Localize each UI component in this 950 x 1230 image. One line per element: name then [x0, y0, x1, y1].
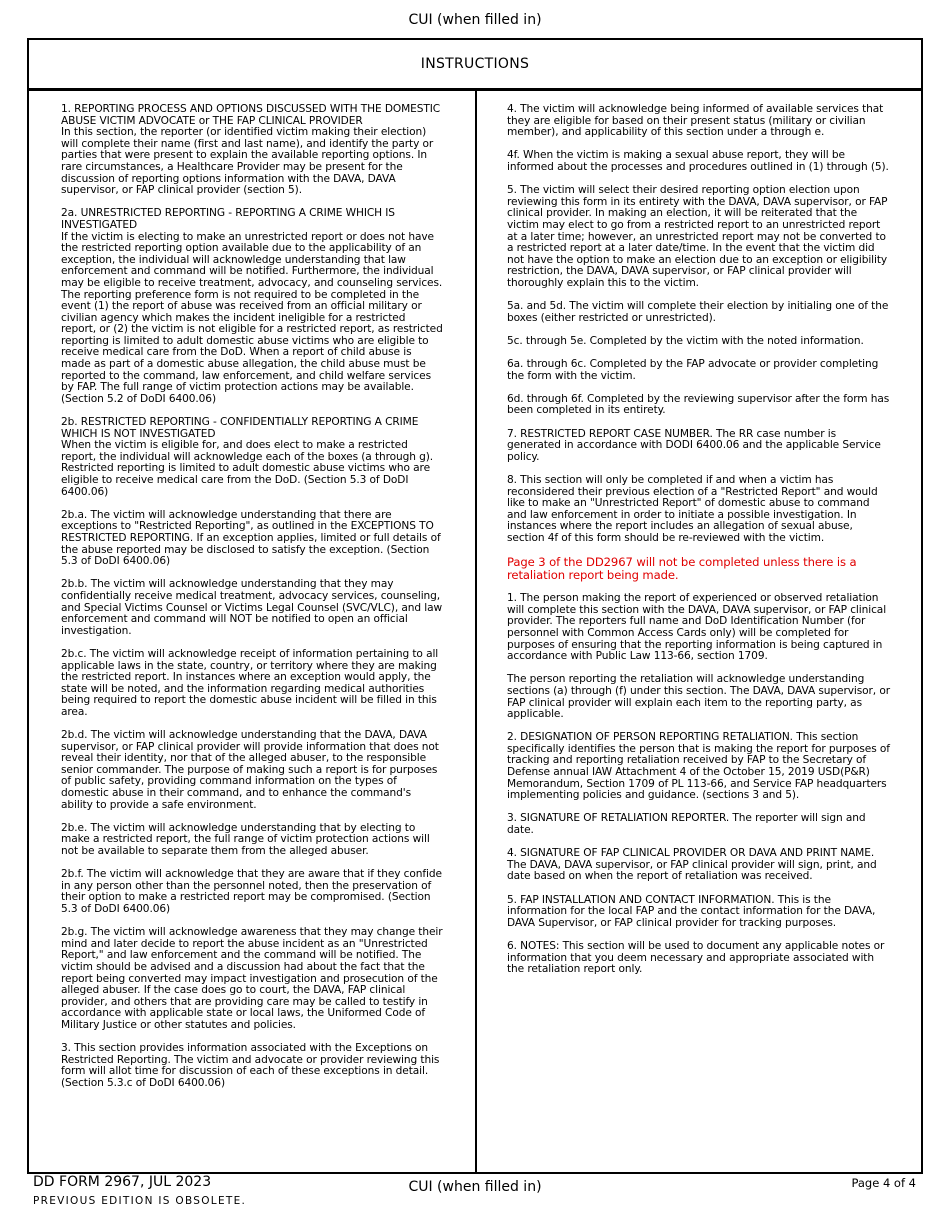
section-7-text: 7. RESTRICTED REPORT CASE NUMBER. The RR case number is generated in accordance with DODI 6400.06 and the applicable Service policy. [507, 427, 881, 463]
section-5-text: 5. The victim will select their desired reporting option election upon reviewing this form in its entirety with the DAVA, DAVA supervisor, or FAP clinical provider. In making an election, it will be reiterated that the victim may elect to go from a restricted report to an unrestricted report at a later time; however, an unrestricted report may not be converted to a restricted report at a later date/time. In the event that the victim did not have the option to make an election due to an exception or eligibility restriction, the DAVA, DAVA supervisor, or FAP clinical provider will thoroughly explain this to the victim. [507, 184, 888, 289]
section-2bd-text: 2b.d. The victim will acknowledge understanding that the DAVA, DAVA supervisor, or FAP clinical provider will provide information that does not reveal their identity, nor that of the alleged abuser, to the responsible senior commander. The purpose of making such a report is for purposes of public safety, providing command information on the types of domestic abuse in their command, and to enhance the command's ability to provide a safe environment. [61, 729, 439, 811]
form-number: DD FORM 2967, JUL 2023 [33, 1174, 212, 1190]
section-2bc-text: 2b.c. The victim will acknowledge receipt of information pertaining to all applicable laws in the state, country, or territory where they are making the restricted report. In instances where an exception would apply, the state will be noted, and the information regarding medical authorities being required to report the domestic abuse incident will be filled in this area. [61, 647, 439, 718]
retaliation-4-text: 4. SIGNATURE OF FAP CLINICAL PROVIDER OR DAVA AND PRINT NAME. The DAVA, DAVA supervisor, or FAP clinical provider will sign, print, and date based on when the report of retaliation was received. [507, 847, 877, 883]
cui-header: CUI (when filled in) [408, 12, 542, 28]
page-number: Page 4 of 4 [851, 1176, 916, 1190]
section-8-text: 8. This section will only be completed if and when a victim has reconsidered their previous election of a "Restricted Report" and would like to make an "Unrestricted Report" of domestic abuse to command and law enforcement in order to initiate a possible investigation. In instances where the report includes an allegation of sexual abuse, section 4f of this form should be re-reviewed with the victim. [507, 474, 878, 544]
retaliation-ack-text: The person reporting the retaliation will acknowledge understanding sections (a) through (f) under this section. The DAVA, DAVA supervisor, or FAP clinical provider will explain each item to the reporting party, as applicable. [507, 673, 890, 721]
form-frame [27, 38, 923, 1174]
section-2bg-text: 2b.g. The victim will acknowledge awareness that they may change their mind and later decide to report the abuse incident as an "Unrestricted Report," and law enforcement and the command will be notified. The victim should be advised and a discussion had about the fact that the report being converted may impact investigation and prosecution of the alleged abuser. If the case does go to court, the DAVA, FAP clinical provider, and others that are providing care may be called to testify in accordance with applicable state or local laws, the Uniformed Code of Military Justice or other statutes and policies. [61, 926, 443, 1031]
instructions-title: INSTRUCTIONS [29, 40, 921, 91]
section-2a-text: If the victim is electing to make an unrestricted report or does not have the restricted reporting option available due to the applicability of an exception, the individual will acknowledge understanding that law enforcement and command will be notified. Furthermore, the individual may be eligible to receive treatment, advocacy, and counseling services. The reporting preference form is not required to be completed in the event (1) the report of abuse was received from an official military or civilian agency which makes the incident ineligible for a restricted report, or (2) the victim is not eligible for a restricted report, as restricted reporting is limited to adult domestic abuse victims who are eligible to receive medical care from the DoD. When a report of child abuse is made as part of a domestic abuse allegation, the child abuse must be reported to the command, law enforcement, and child welfare services by FAP. The full range of victim protection actions may be available. (Section 5.2 of DoDI 6400.06) [61, 230, 443, 405]
section-2bb-text: 2b.b. The victim will acknowledge understanding that they may confidentially receive medical treatment, advocacy services, counseling, and Special Victims Counsel or Victims Legal Counsel (SVC/VLC), and law enforcement and command will NOT be notified to open an official investigation. [61, 578, 443, 637]
retaliation-6-text: 6. NOTES: This section will be used to document any applicable notes or information that you deem necessary and appropriate associated with the retaliation report only. [507, 939, 885, 976]
retaliation-3-text: 3. SIGNATURE OF RETALIATION REPORTER. The reporter will sign and date. [507, 812, 866, 837]
section-1-heading: 1. REPORTING PROCESS AND OPTIONS DISCUSSED WITH THE DOMESTIC ABUSE VICTIM ADVOCATE or THE FAP CLINICAL PROVIDER [61, 103, 441, 127]
section-2ba-text: 2b.a. The victim will acknowledge understanding that there are exceptions to "Restricted Reporting", as outlined in the EXCEPTIONS TO RESTRICTED REPORTING. If an exception applies, limited or full details of the abuse reported may be disclosed to satisfy the exception. (Section 5.3 of DoDI 6400.06) [61, 508, 441, 568]
section-6a-6c-text: 6a. through 6c. Completed by the FAP advocate or provider completing the form with the victim. [507, 358, 879, 382]
section-3-text: 3. This section provides information associated with the Exceptions on Restricted Reporting. The victim and advocate or provider reviewing this form will allot time for discussion of each of these exceptions in detail. (Section 5.3.c of DoDI 6400.06) [61, 1042, 440, 1089]
section-2b-text: When the victim is eligible for, and does elect to make a restricted report, the individual will acknowledge each of the boxes (a through g). Restricted reporting is limited to adult domestic abuse victims who are eligible to receive medical care from the DoD. (Section 5.3 of DoDI 6400.06) [61, 439, 434, 498]
column-divider [475, 91, 477, 1174]
section-1-text: In this section, the reporter (or identified victim making their election) will complete their name (first and last name), and identify the party or parties that were present to explain the available reporting options. In rare circumstances, a Healthcare Provider may be present for the discussion of reporting options information with the DAVA, DAVA supervisor, or FAP clinical provider (section 5). [61, 126, 434, 197]
section-4f-text: 4f. When the victim is making a sexual abuse report, they will be informed about the processes and procedures outlined in (1) through (5). [507, 149, 889, 173]
section-6d-6f-text: 6d. through 6f. Completed by the reviewing supervisor after the form has been completed in its entirety. [507, 392, 890, 417]
section-5a-5d-text: 5a. and 5d. The victim will complete their election by initialing one of the boxes (either restricted or unrestricted). [507, 300, 889, 324]
page-3-notice: Page 3 of the DD2967 will not be completed unless there is a retaliation report being made. [507, 555, 857, 583]
cui-footer: CUI (when filled in) [408, 1179, 542, 1195]
retaliation-5-text: 5. FAP INSTALLATION AND CONTACT INFORMATION. This is the information for the local FAP and the contact information for the DAVA, DAVA Supervisor, or FAP clinical provider for tracking purposes. [507, 893, 876, 929]
section-2bf-text: 2b.f. The victim will acknowledge that they are aware that if they confide in any person other than the personnel noted, then the preservation of their option to make a restricted report may be compromised. (Section 5.3 of DoDI 6400.06) [61, 868, 442, 915]
section-2b-heading: 2b. RESTRICTED REPORTING - CONFIDENTIALLY REPORTING A CRIME WHICH IS NOT INVESTIGATED [61, 416, 419, 440]
section-2a-heading: 2a. UNRESTRICTED REPORTING - REPORTING A CRIME WHICH IS INVESTIGATED [61, 207, 395, 231]
right-column [507, 104, 892, 987]
obsolete-notice: PREVIOUS EDITION IS OBSOLETE. [33, 1195, 247, 1207]
section-5c-5e-text: 5c. through 5e. Completed by the victim with the noted information. [507, 334, 864, 347]
left-column [61, 104, 443, 1101]
section-2be-text: 2b.e. The victim will acknowledge understanding that by electing to make a restricted report, the full range of victim protection actions will not be available to separate them from the alleged abuser. [61, 821, 430, 857]
section-4-text: 4. The victim will acknowledge being informed of available services that they are eligible for based on their present status (military or civilian member), and applicability of this section under a through e. [507, 103, 884, 139]
retaliation-1-text: 1. The person making the report of experienced or observed retaliation will complete this section with the DAVA, DAVA supervisor, or FAP clinical provider. The reporters full name and DoD Identification Number (for personnel with Common Access Cards only) will be completed for purposes of ensuring that the reporting information is being captured in accordance with Public Law 113-66, section 1709. [507, 592, 887, 663]
retaliation-2-text: 2. DESIGNATION OF PERSON REPORTING RETALIATION. This section specifically identifies the person that is making the report for purposes of tracking and reporting retaliation received by FAP to the Secretary of Defense annual IAW Attachment 4 of the October 15, 2019 USD(P&R) Memorandum, Section 1709 of PL 113-66, and Service FAP headquarters implementing policies and guidance. (sections 3 and 5). [507, 731, 890, 802]
